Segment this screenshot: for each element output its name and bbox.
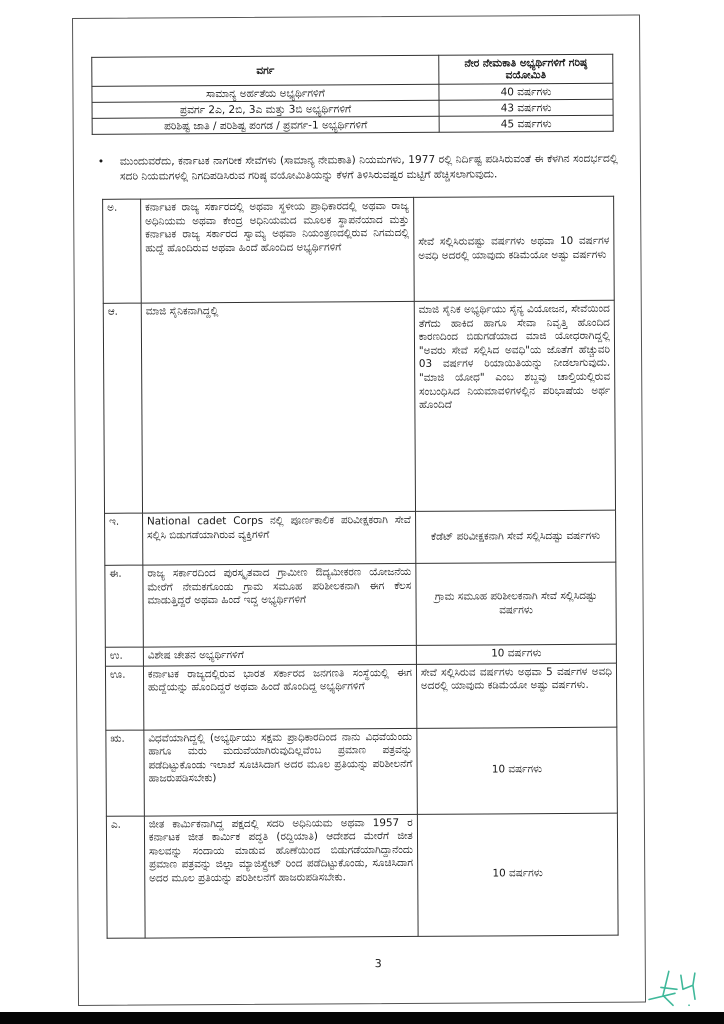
table-row [106, 813, 618, 938]
scan-edge-band [0, 1012, 724, 1024]
page-number: 3 [374, 957, 382, 971]
header-category: ವರ್ಗ [92, 55, 439, 86]
row-label: ಎ. [106, 816, 145, 938]
table-row [103, 300, 615, 513]
table-row [92, 115, 613, 134]
limit-cell: 45 ವರ್ಷಗಳು [439, 115, 613, 132]
table-row [105, 562, 616, 647]
row-label: ಉ. [105, 647, 143, 666]
limit-cell: 40 ವರ್ಷಗಳು [439, 83, 613, 100]
row-description: ವಿಶೇಷ ಚೇತನ ಅಭ್ಯರ್ಥಿಗಳಿಗೆ [143, 645, 416, 665]
limit-cell: 43 ವರ್ಷಗಳು [439, 99, 613, 116]
row-value: ಗ್ರಾಮ ಸಮೂಹ ಪರಿಶೀಲಕನಾಗಿ ಸೇವೆ ಸಲ್ಲಿಸಿದಷ್ಟು ವರ್ಷಗಳು [416, 562, 617, 645]
row-label: ಋ. [106, 730, 144, 816]
row-value: ಸೇವೆ ಸಲ್ಲಿಸಿರುವಷ್ಟು ವರ್ಷಗಳು ಅಥವಾ 10 ವರ್ಷಗಳ ಅವಧಿ ಅದರಲ್ಲಿ ಯಾವುದು ಕಡಿಮೆಯೋ ಅಷ್ಟು ವರ್ಷಗಳು [413, 196, 614, 301]
age-limit-table [91, 54, 613, 135]
bullet-icon: • [97, 155, 105, 168]
row-description: ರಾಜ್ಯ ಸರ್ಕಾರದಿಂದ ಪುರಸ್ಕೃತವಾದ ಗ್ರಾಮೀಣ ಔದ್ಯಮೀಕರಣ ಯೋಜನೆಯ ಮೇರೆಗೆ ನೇಮಕಗೊಂಡು ಗ್ರಾಮ ಸಮೂಹ ಪರಿಶೀಲಕನಾಗಿ ಈಗ ಕೆಲಸ ಮಾಡುತ್ತಿದ್ದರೆ ಅಥವಾ ಹಿಂದೆ ಇದ್ದ ಅಭ್ಯರ್ಥಿಗಳಿಗೆ [143, 563, 416, 647]
relaxation-paragraph [98, 152, 618, 185]
row-label: ಊ. [105, 666, 143, 730]
row-label: ಅ. [103, 199, 142, 303]
row-value: ಕೆಡೆಟ್ ಪರಿವೀಕ್ಷಕನಾಗಿ ಸೇವೆ ಸಲ್ಲಿಸಿದಷ್ಟು ವರ್ಷಗಳು [415, 510, 616, 563]
row-label: ಈ. [105, 565, 143, 647]
page-frame [72, 15, 646, 1006]
row-description: ಜೀತ ಕಾರ್ಮಿಕನಾಗಿದ್ದ ಪಕ್ಷದಲ್ಲಿ ಸದರಿ ಅಧಿನಿಯಮ ಅಥವಾ 1957 ರ ಕರ್ನಾಟಕ ಜೀತ ಕಾರ್ಮಿಕ ಪದ್ಧತಿ (ರದ್ದಿಯಾತಿ) ಆದೇಶದ ಮೇರೆಗೆ ಜೀತ ಸಾಲವನ್ನು ಸಂದಾಯ ಮಾಡುವ ಹೊಣೆಯಿಂದ ಬಿಡುಗಡೆಯಾಗಿದ್ದಾನೆಂದು ಪ್ರಮಾಣ ಪತ್ರವನ್ನು ಜಿಲ್ಲಾ ಮ್ಯಾಜಿಸ್ಟ್ರೇಟ್ ರಿಂದ ಪಡೆದಿಟ್ಟುಕೊಂಡು, ಸೂಚಿಸಿದಾಗ ಅದರ ಮೂಲ ಪ್ರತಿಯನ್ನು ಪರಿಶೀಲನೆಗೆ ಹಾಜರುಪಡಿಸಬೇಕು. [144, 814, 418, 938]
table-row [105, 510, 616, 565]
category-cell: ಪ್ರವರ್ಗ 2ಎ, 2ಬಿ, 3ಎ ಮತ್ತು 3ಬಿ ಅಭ್ಯರ್ಥಿಗಳಿಗೆ [92, 100, 439, 118]
row-description: ವಿಧವೆಯಾಗಿದ್ದಲ್ಲಿ (ಅಭ್ಯರ್ಥಿಯು ಸಕ್ಷಮ ಪ್ರಾಧಿಕಾರದಿಂದ ನಾನು ವಿಧವೆಯೆಂದು ಹಾಗೂ ಮರು ಮದುವೆಯಾಗಿರುವುದಿಲ್ಲವೆಂಬ ಪ್ರಮಾಣ ಪತ್ರವನ್ನು ಪಡೆದಿಟ್ಟುಕೊಂಡು ಇಲಾಖೆ ಸೂಚಿಸಿದಾಗ ಅದರ ಮೂಲ ಪ್ರತಿಯನ್ನು ಪರಿಶೀಲನೆಗೆ ಹಾಜರುಪಡಿಸಬೇಕು) [144, 728, 417, 816]
relaxation-table [102, 196, 619, 939]
header-max-age: ನೇರ ನೇಮಕಾತಿ ಅಭ್ಯರ್ಥಿಗಳಿಗೆ ಗರಿಷ್ಠ ವಯೋಮಿತಿ [439, 54, 613, 84]
row-label: ಆ. [103, 303, 142, 513]
table-header-row [92, 54, 613, 86]
row-description: ಕರ್ನಾಟಕ ರಾಜ್ಯ ಸರ್ಕಾರದಲ್ಲಿ ಅಥವಾ ಸ್ಥಳೀಯ ಪ್ರಾಧಿಕಾರದಲ್ಲಿ ಅಥವಾ ರಾಜ್ಯ ಅಧಿನಿಯಮ ಅಥವಾ ಕೇಂದ್ರ ಅಧಿನಿಯಮದ ಮೂಲಕ ಸ್ಥಾಪನೆಯಾದ ಮತ್ತು ಕರ್ನಾಟಕ ರಾಜ್ಯ ಸರ್ಕಾರದ ಸ್ವಾಮ್ಯ ಅಥವಾ ನಿಯಂತ್ರಣದಲ್ಲಿರುವ ನಿಗಮದಲ್ಲಿ ಹುದ್ದೆ ಹೊಂದಿರುವ ಅಥವಾ ಹಿಂದೆ ಹೊಂದಿದ ಅಭ್ಯರ್ಥಿಗಳಿಗೆ [141, 197, 415, 303]
signature-icon [647, 965, 707, 1011]
row-value: ಮಾಜಿ ಸೈನಿಕ ಅಭ್ಯರ್ಥಿಯು ಸೈನ್ಯ ವಿಯೋಜನ, ಸೇವೆಯಿಂದ ತೆಗೆದು ಹಾಕಿದ ಹಾಗೂ ಸೇವಾ ನಿವೃತ್ತಿ ಹೊಂದಿದ ಕಾರಣದಿಂದ ಬಿಡುಗಡೆಯಾದ ಮಾಜಿ ಯೋಧರಾಗಿದ್ದಲ್ಲಿ "ಅವರು ಸೇವೆ ಸಲ್ಲಿಸಿದ ಅವಧಿ"ಯ ಜೊತೆಗೆ ಹೆಚ್ಚುವರಿ 03 ವರ್ಷಗಳ ರಿಯಾಯಿತಿಯನ್ನು ನೀಡಲಾಗುವುದು. "ಮಾಜಿ ಯೋಧ" ಎಂಬ ಶಬ್ದವು ಚಾಲ್ತಿಯಲ್ಲಿರುವ ಸಂಬಂಧಿಸಿದ ನಿಯಮಾವಳಿಗಳಲ್ಲಿನ ಪರಿಭಾಷೆಯ ಅರ್ಥ ಹೊಂದಿದೆ [414, 300, 615, 511]
table-row [105, 663, 616, 730]
row-value: 10 ವರ್ಷಗಳು [417, 813, 618, 936]
row-label: ಇ. [105, 513, 143, 565]
row-description: ಮಾಜಿ ಸೈನಿಕನಾಗಿದ್ದಲ್ಲಿ [141, 301, 415, 513]
row-description: ಕರ್ನಾಟಕ ರಾಜ್ಯದಲ್ಲಿರುವ ಭಾರತ ಸರ್ಕಾರದ ಜನಗಣತಿ ಸಂಸ್ಥೆಯಲ್ಲಿ ಈಗ ಹುದ್ದೆಯನ್ನು ಹೊಂದಿದ್ದರೆ ಅಥವಾ ಹಿಂದೆ ಹೊಂದಿದ್ದ ಅಭ್ಯರ್ಥಿಗಳಿಗೆ [143, 664, 416, 730]
row-value: ಸೇವೆ ಸಲ್ಲಿಸಿರುವ ವರ್ಷಗಳು ಅಥವಾ 5 ವರ್ಷಗಳ ಅವಧಿ ಅದರಲ್ಲಿ ಯಾವುದು ಕಡಿಮೆಯೋ ಅಷ್ಟು ವರ್ಷಗಳು. [416, 663, 617, 728]
row-description: National cadet Corps ನಲ್ಲಿ ಪೂರ್ಣಕಾಲಿಕ ಪರಿವೀಕ್ಷಕರಾಗಿ ಸೇವೆ ಸಲ್ಲಿಸಿ ಬಿಡುಗಡೆಯಾಗಿರುವ ವ್ಯಕ್ತಿಗಳಿಗೆ [142, 511, 415, 565]
row-value: 10 ವರ್ಷಗಳು [416, 644, 616, 664]
row-value: 10 ವರ್ಷಗಳು [417, 727, 618, 814]
category-cell: ಪರಿಶಿಷ್ಟ ಜಾತಿ / ಪರಿಶಿಷ್ಟ ಪಂಗಡ / ಪ್ರವರ್ಗ-1 ಅಭ್ಯರ್ಥಿಗಳಿಗೆ [92, 116, 439, 134]
category-cell: ಸಾಮಾನ್ಯ ಅರ್ಹತೆಯ ಅಭ್ಯರ್ಥಿಗಳಿಗೆ [92, 84, 439, 102]
paragraph-text: ಮುಂದುವರೆದು, ಕರ್ನಾಟಕ ನಾಗರೀಕ ಸೇವೆಗಳು (ಸಾಮಾನ್ಯ ನೇಮಕಾತಿ) ನಿಯಮಗಳು, 1977 ರಲ್ಲಿ ನಿರ್ದಿಷ್ಟ ಪಡಿಸಿರುವಂತೆ ಈ ಕೆಳಗಿನ ಸಂದರ್ಭದಲ್ಲಿ ಸದರಿ ನಿಯಮಗಳಲ್ಲಿ ನಿಗದಿಪಡಿಸಿರುವ ಗರಿಷ್ಠ ವಯೋಮಿತಿಯನ್ನು ಕೆಳಗೆ ತಿಳಿಸಿರುವಷ್ಟರ ಮಟ್ಟಿಗೆ ಹೆಚ್ಚಿಸಲಾಗುವುದು. [119, 152, 618, 183]
table-row [106, 727, 618, 816]
table-row [103, 196, 615, 303]
